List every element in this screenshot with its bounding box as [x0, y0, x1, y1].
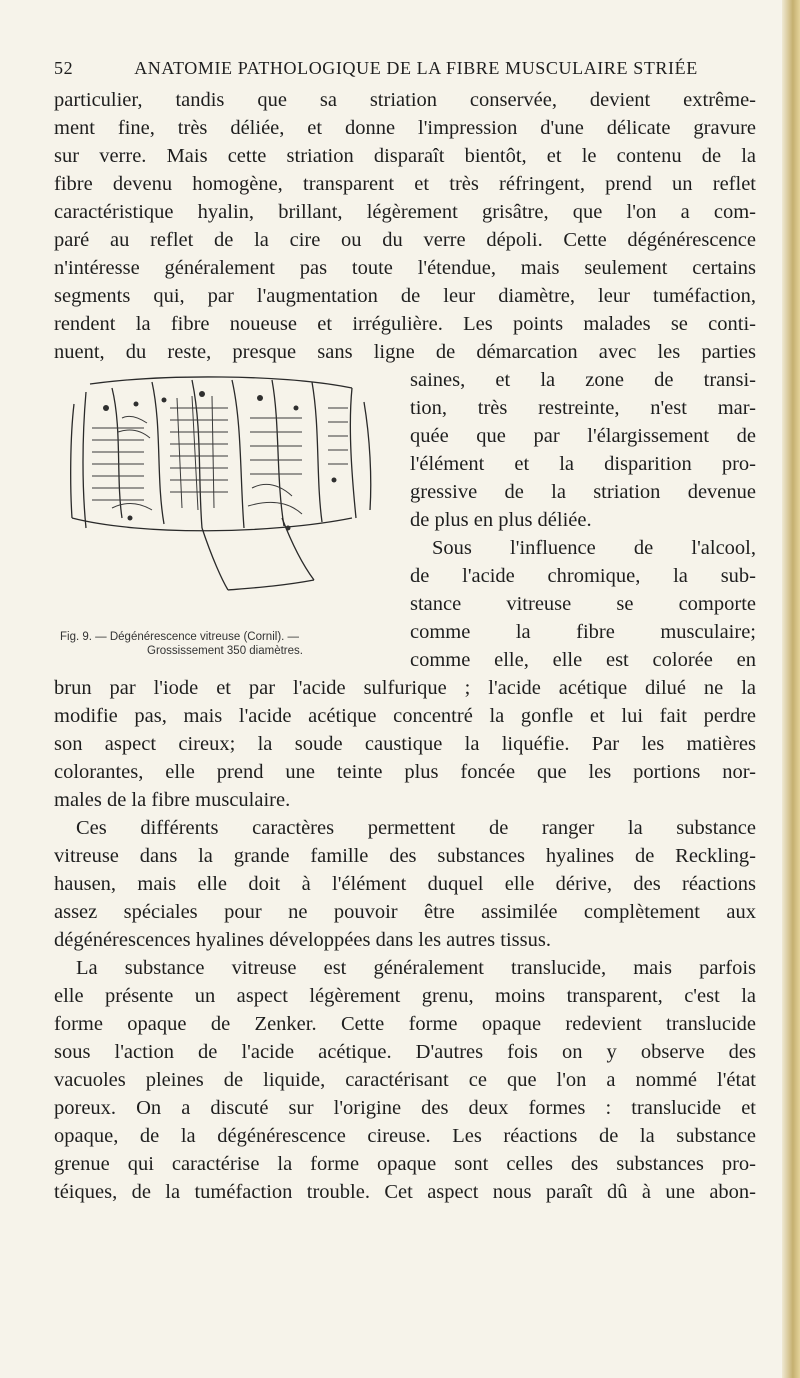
text-line: forme opaque de Zenker. Cette forme opaque redevient translucide	[54, 1013, 756, 1035]
text-line: comme elle, elle est colorée en	[410, 649, 756, 671]
text-line: stance vitreuse se comporte	[410, 593, 756, 615]
text-line: de plus en plus déliée.	[410, 509, 592, 531]
text-line: comme la fibre musculaire;	[410, 621, 756, 643]
text-line: hausen, mais elle doit à l'élément duquel elle dérive, des réactions	[54, 873, 756, 895]
figure-caption	[60, 630, 390, 658]
text-line: Ces différents caractères permettent de ranger la substance	[76, 817, 756, 839]
text-line: colorantes, elle prend une teinte plus foncée que les portions nor-	[54, 761, 756, 783]
text-line: segments qui, par l'augmentation de leur diamètre, leur tuméfaction,	[54, 285, 756, 307]
muscle-fiber-illustration	[52, 368, 392, 594]
text-line: paré au reflet de la cire ou du verre dépoli. Cette dégénérescence	[54, 229, 756, 251]
page-edge	[782, 0, 800, 1378]
text-line: vitreuse dans la grande famille des substances hyalines de Reckling-	[54, 845, 756, 867]
text-line: particulier, tandis que sa striation conservée, devient extrême-	[54, 89, 756, 111]
text-line: ment fine, très déliée, et donne l'impression d'une délicate gravure	[54, 117, 756, 139]
text-line: assez spéciales pour ne pouvoir être assimilée complètement aux	[54, 901, 756, 923]
header-title: ANATOMIE PATHOLOGIQUE DE LA FIBRE MUSCULAIRE STRIÉE	[134, 58, 698, 78]
text-line: téiques, de la tuméfaction trouble. Cet aspect nous paraît dû à une abon-	[54, 1181, 756, 1203]
text-line: caractéristique hyalin, brillant, légèrement grisâtre, que l'on a com-	[54, 201, 756, 223]
text-line: modifie pas, mais l'acide acétique concentré la gonfle et lui fait perdre	[54, 705, 756, 727]
text-line: l'élément et la disparition pro-	[410, 453, 756, 475]
text-line: brun par l'iode et par l'acide sulfurique ; l'acide acétique dilué ne la	[54, 677, 756, 699]
text-line: grenue qui caractérise la forme opaque sont celles des substances pro-	[54, 1153, 756, 1175]
text-line: elle présente un aspect légèrement grenu, moins transparent, c'est la	[54, 985, 756, 1007]
running-header	[54, 58, 756, 86]
text-line: quée que par l'élargissement de	[410, 425, 756, 447]
text-line: sous l'action de l'acide acétique. D'autres fois on y observe des	[54, 1041, 756, 1063]
text-line: poreux. On a discuté sur l'origine des deux formes : translucide et	[54, 1097, 756, 1119]
page-number: 52	[54, 58, 74, 78]
text-line: nuent, du reste, presque sans ligne de démarcation avec les parties	[54, 341, 756, 363]
text-line: Sous l'influence de l'alcool,	[432, 537, 756, 559]
text-line: son aspect cireux; la soude caustique la liquéfie. Par les matières	[54, 733, 756, 755]
text-line: fibre devenu homogène, transparent et très réfringent, prend un reflet	[54, 173, 756, 195]
text-line: opaque, de la dégénérescence cireuse. Les réactions de la substance	[54, 1125, 756, 1147]
text-line: dégénérescences hyalines développées dans les autres tissus.	[54, 929, 551, 951]
figure-vitreous-degeneration	[52, 368, 392, 657]
text-line: vacuoles pleines de liquide, caractérisant ce que l'on a nommé l'état	[54, 1069, 756, 1091]
text-line: de l'acide chromique, la sub-	[410, 565, 756, 587]
figure-caption-line1: Fig. 9. — Dégénérescence vitreuse (Cornil). —	[60, 631, 300, 643]
figure-caption-line2: Grossissement 350 diamètres.	[147, 645, 303, 657]
text-line: gressive de la striation devenue	[410, 481, 756, 503]
text-line: La substance vitreuse est généralement translucide, mais parfois	[76, 957, 756, 979]
text-line: n'intéresse généralement pas toute l'étendue, mais seulement certains	[54, 257, 756, 279]
text-line: males de la fibre musculaire.	[54, 789, 291, 811]
text-line: sur verre. Mais cette striation disparaît bientôt, et le contenu de la	[54, 145, 756, 167]
text-line: rendent la fibre noueuse et irrégulière. Les points malades se conti-	[54, 313, 756, 335]
text-line: tion, très restreinte, n'est mar-	[410, 397, 756, 419]
text-line: saines, et la zone de transi-	[410, 369, 756, 391]
